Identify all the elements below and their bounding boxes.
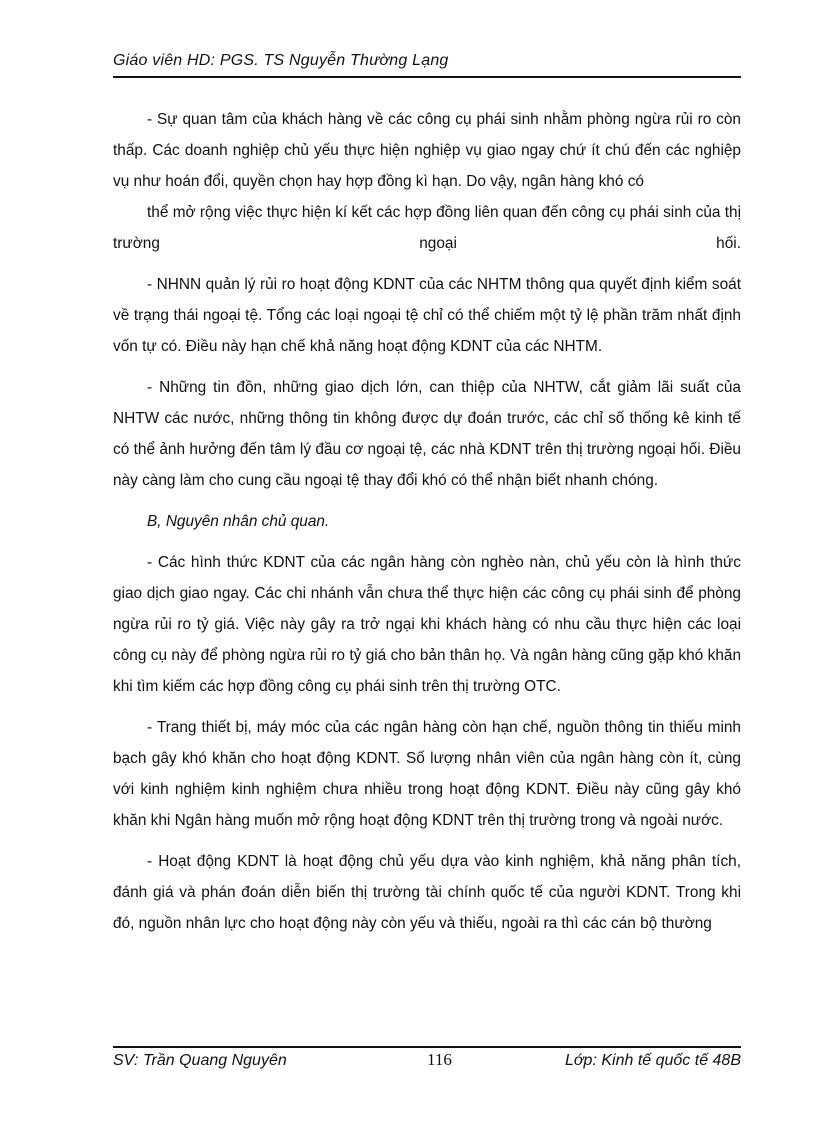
- page-number: 116: [427, 1050, 452, 1069]
- paragraph-experience: - Hoạt động KDNT là hoạt động chủ yếu dựa vào kinh nghiệm, khả năng phân tích, đánh giá và phán đoán diễn biến thị trường tài chính quốc tế của người KDNT. Trong khi đó, nguồn nhân lực cho hoạt động này còn yếu và thiếu, ngoài ra thì các cán bộ thường: [113, 853, 741, 932]
- paragraph-equipment: - Trang thiết bị, máy móc của các ngân hàng còn hạn chế, nguồn thông tin thiếu minh bạch gây khó khăn cho hoạt động KDNT. Số lượng nhân viên của ngân hàng còn ít, cùng với kinh nghiệm kinh nghiệm chưa nhiều trong hoạt động KDNT. Điều này cũng gây khó khăn khi Ngân hàng muốn mở rộng hoạt động KDNT trên thị trường trong và ngoài nước.: [113, 719, 741, 829]
- paragraph-sbv-risk: - NHNN quản lý rủi ro hoạt động KDNT của các NHTM thông qua quyết định kiểm soát về trạng thái ngoại tệ. Tổng các loại ngoại tệ chỉ có thể chiếm một tỷ lệ phần trăm nhất định vốn tự có. Điều này hạn chế khả năng hoạt động KDNT của các NHTM.: [113, 276, 741, 355]
- paragraph-customer-interest: - Sự quan tâm của khách hàng về các công cụ phái sinh nhằm phòng ngừa rủi ro còn thấp. Các doanh nghiệp chủ yếu thực hiện nghiệp vụ giao ngay chứ ít chú đến các nghiệp vụ như hoán đổi, quyền chọn hay hợp đồng kì hạn. Do vậy, ngân hàng khó có: [113, 111, 741, 190]
- page-footer: [113, 1050, 741, 1074]
- header-supervisor-text: Giáo viên HD: PGS. TS Nguyễn Thường Lạng: [113, 52, 449, 69]
- footer-divider: [113, 1046, 741, 1048]
- paragraph-continuation: thể mở rộng việc thực hiện kí kết các hợp đồng liên quan đến công cụ phái sinh của thị trường ngoại hối.: [113, 204, 741, 252]
- paragraph-trading-forms: - Các hình thức KDNT của các ngân hàng còn nghèo nàn, chủ yếu còn là hình thức giao dịch giao ngay. Các chi nhánh vẫn chưa thể thực hiện các công cụ phái sinh để phòng ngừa rủi ro tỷ giá. Việc này gây ra trở ngại khi khách hàng có nhu cầu thực hiện các loại công cụ này để phòng ngừa rủi ro tỷ giá cho bản thân họ. Và ngân hàng cũng gặp khó khăn khi tìm kiếm các hợp đồng công cụ phái sinh trên thị trường OTC.: [113, 554, 741, 695]
- paragraph-rumors: - Những tin đồn, những giao dịch lớn, can thiệp của NHTW, cắt giảm lãi suất của NHTW các nước, những thông tin không được dự đoán trước, các chỉ số thống kê kinh tế có thể ảnh hưởng đến tâm lý đầu cơ ngoại tệ, các nhà KDNT trên thị trường ngoại hối. Điều này càng làm cho cung cầu ngoại tệ thay đổi khó có thể nhận biết nhanh chóng.: [113, 379, 741, 489]
- page-header: [113, 52, 741, 78]
- footer-student-name: SV: Trần Quang Nguyên: [113, 1052, 287, 1069]
- footer-class-name: Lớp: Kinh tế quốc tế 48B: [564, 1052, 741, 1069]
- section-heading-subjective-causes: B, Nguyên nhân chủ quan.: [147, 513, 330, 530]
- page-body: [113, 104, 741, 949]
